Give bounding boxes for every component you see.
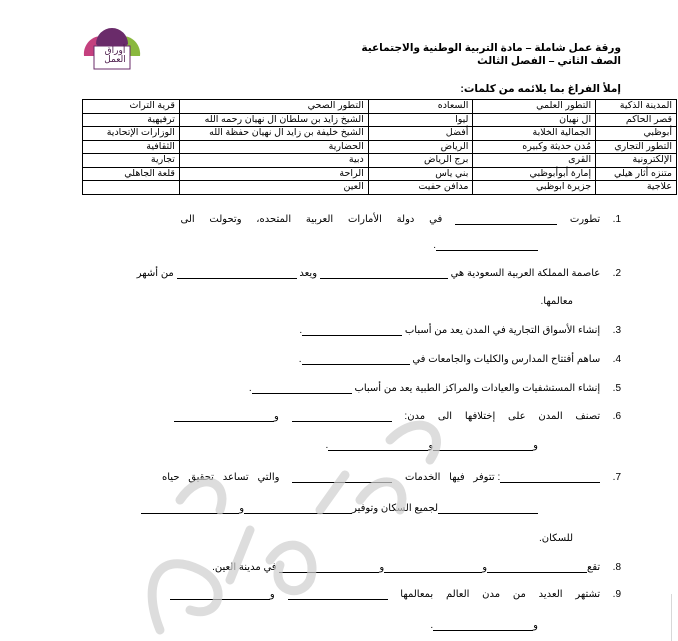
worksheet-subtitle: الصف الثاني – الفصل الثالث <box>477 55 621 67</box>
word-bank-row <box>83 127 677 141</box>
question-text: و <box>269 589 275 600</box>
answer-blank[interactable] <box>292 472 392 483</box>
logo-line-2: العمل <box>104 54 126 64</box>
question-1 <box>180 214 621 225</box>
word-bank-cell: ليوا <box>368 113 473 127</box>
question-text: و <box>274 411 279 422</box>
word-bank-cell: مدافن حفيت <box>368 181 473 195</box>
question-punct: . <box>430 620 434 631</box>
answer-blank[interactable] <box>141 503 239 514</box>
answer-blank[interactable] <box>292 411 392 422</box>
word-bank-cell: الجمالية الخلابة <box>473 127 596 141</box>
word-bank-cell: جزيرة ابوظبي <box>473 181 596 195</box>
answer-blank[interactable] <box>177 268 297 279</box>
answer-blank[interactable] <box>244 503 352 514</box>
question-text: تقع <box>587 562 601 573</box>
answer-blank[interactable] <box>500 472 600 483</box>
word-bank-cell: الشيخ زايد بن سلطان آل نهيان رحمه الله <box>179 113 368 127</box>
question-number: 4. <box>612 354 621 365</box>
question-text: إنشاء الأسواق التجارية في المدن يعد من أسباب <box>404 325 601 336</box>
word-bank-cell: مُدن حديثة وكبيره <box>473 140 596 154</box>
answer-blank[interactable] <box>302 354 410 365</box>
word-bank-cell: الثقافية <box>83 140 180 154</box>
word-bank-row <box>83 113 677 127</box>
logo-text <box>101 46 129 64</box>
question-text: و <box>533 440 538 451</box>
answer-blank[interactable] <box>436 240 538 251</box>
question-text: عاصمة المملكة العربية السعودية هي <box>450 268 601 279</box>
word-bank-cell: أفضل <box>368 127 473 141</box>
word-bank-cell: الحضارية <box>179 140 368 154</box>
question-8 <box>212 562 621 573</box>
question-number: 6. <box>612 411 621 422</box>
question-7 <box>162 472 621 483</box>
question-text: تطورت <box>569 214 601 225</box>
word-bank-row <box>83 140 677 154</box>
word-bank-cell: التطور التجاري <box>596 140 677 154</box>
word-bank-cell: الرياض <box>368 140 473 154</box>
answer-blank[interactable] <box>487 562 587 573</box>
word-bank-row <box>83 181 677 195</box>
question-2-continuation <box>541 296 574 307</box>
word-bank-cell: التطور العلمي <box>473 100 596 114</box>
word-bank-cell: العين <box>179 181 368 195</box>
question-text: و <box>533 620 538 631</box>
question-text: معالمها. <box>540 296 573 307</box>
word-bank-cell <box>83 181 180 195</box>
question-text: ساهم أفتتاح المدارس والكليات والجامعات في <box>412 354 601 365</box>
word-bank-cell: الراحة <box>179 167 368 181</box>
question-7-continuation <box>141 503 538 514</box>
question-text: إنشاء المستشفيات والعيادات والمراكز الطبية يعد من أسباب <box>354 383 601 394</box>
word-bank-cell: ترفيهية <box>83 113 180 127</box>
page-edge-divider <box>671 594 678 641</box>
word-bank-cell: السعاده <box>368 100 473 114</box>
question-number: 1. <box>612 214 621 225</box>
word-bank-row <box>83 154 677 168</box>
logo <box>80 24 144 70</box>
question-text: من أشهر <box>136 268 174 279</box>
word-bank-cell: علاجية <box>596 181 677 195</box>
word-bank-cell: المدينة الذكية <box>596 100 677 114</box>
question-text: و <box>239 503 245 514</box>
word-bank-cell: آل نهيان <box>473 113 596 127</box>
question-text: و <box>379 562 385 573</box>
question-text: ويعد <box>299 268 318 279</box>
answer-blank[interactable] <box>433 620 533 631</box>
word-bank-table <box>82 99 677 195</box>
question-text: و <box>482 562 488 573</box>
question-text: والتي تساعد تحقيق حياه <box>162 472 280 483</box>
question-text: تتوفر فيها الخدمات <box>405 472 495 483</box>
word-bank-cell: قرية التراث <box>83 100 180 114</box>
question-9 <box>170 589 621 600</box>
question-number: 8. <box>612 562 621 573</box>
answer-blank[interactable] <box>433 440 533 451</box>
question-punct: . <box>298 354 302 365</box>
question-number: 5. <box>612 383 621 394</box>
word-bank-cell: أبوظبي <box>596 127 677 141</box>
question-text: تصنف المدن على إختلافها الى مدن: <box>404 411 601 422</box>
word-bank-cell: الشيخ خليفة بن زايد آل نهيان حفظة الله <box>179 127 368 141</box>
question-6 <box>174 411 621 422</box>
question-text: في دولة الأمارات العربية المتحده، وتحولت الى <box>180 214 443 225</box>
answer-blank[interactable] <box>174 411 274 422</box>
answer-blank[interactable] <box>325 440 428 451</box>
answer-blank[interactable] <box>320 268 448 279</box>
question-punct: . <box>325 440 329 451</box>
answer-blank[interactable] <box>438 503 538 514</box>
word-bank-cell: متنزه أثار هيلي <box>596 167 677 181</box>
question-5 <box>249 383 621 394</box>
answer-blank[interactable] <box>279 562 379 573</box>
question-punct: . <box>248 383 252 394</box>
question-7-end <box>539 533 573 544</box>
question-number: 3. <box>612 325 621 336</box>
question-text: و <box>428 440 434 451</box>
instruction-text: إملأ الفراغ بما يلائمه من كلمات: <box>460 83 621 95</box>
logo-line-1: أوراق <box>104 45 126 55</box>
word-bank-cell: القرى <box>473 154 596 168</box>
question-punct: . <box>299 325 303 336</box>
word-bank-cell: دبية <box>179 154 368 168</box>
question-9-continuation <box>430 620 538 631</box>
word-bank-row <box>83 167 677 181</box>
question-number: 9. <box>612 589 621 600</box>
answer-blank[interactable] <box>455 214 557 225</box>
question-6-continuation <box>326 440 538 451</box>
question-4 <box>299 354 621 365</box>
question-text: : <box>497 472 501 483</box>
question-1-continuation: . <box>433 240 538 251</box>
word-bank-row <box>83 100 677 114</box>
answer-blank[interactable] <box>288 589 388 600</box>
worksheet-header <box>361 42 621 68</box>
word-bank-cell: قصر الحاكم <box>596 113 677 127</box>
worksheet-title: ورقة عمل شاملة – مادة التربية الوطنية والاجتماعية <box>361 42 621 54</box>
word-bank-cell: برج الرياض <box>368 154 473 168</box>
question-number: 7. <box>612 472 621 483</box>
question-number: 2. <box>612 268 621 279</box>
word-bank-cell: بني ياس <box>368 167 473 181</box>
question-text: في مدينة العين. <box>212 562 277 573</box>
answer-blank[interactable] <box>170 589 270 600</box>
question-3 <box>299 325 621 336</box>
word-bank-cell: التطور الصحي <box>179 100 368 114</box>
word-bank-cell: إمارة أبوأبوظبي <box>473 167 596 181</box>
word-bank-cell: تجارية <box>83 154 180 168</box>
question-text: تشتهر العديد من مدن العالم بمعالمها <box>400 589 601 600</box>
question-text: للسكان. <box>539 533 573 544</box>
answer-blank[interactable] <box>384 562 482 573</box>
word-bank-cell: قلعة الجاهلي <box>83 167 180 181</box>
question-2 <box>137 268 621 279</box>
answer-blank[interactable] <box>302 325 402 336</box>
answer-blank[interactable] <box>252 383 352 394</box>
question-text: لجميع السكان وتوفير <box>352 503 438 514</box>
word-bank-cell: الإلكترونية <box>596 154 677 168</box>
word-bank-cell: الوزارات الإتحادية <box>83 127 180 141</box>
